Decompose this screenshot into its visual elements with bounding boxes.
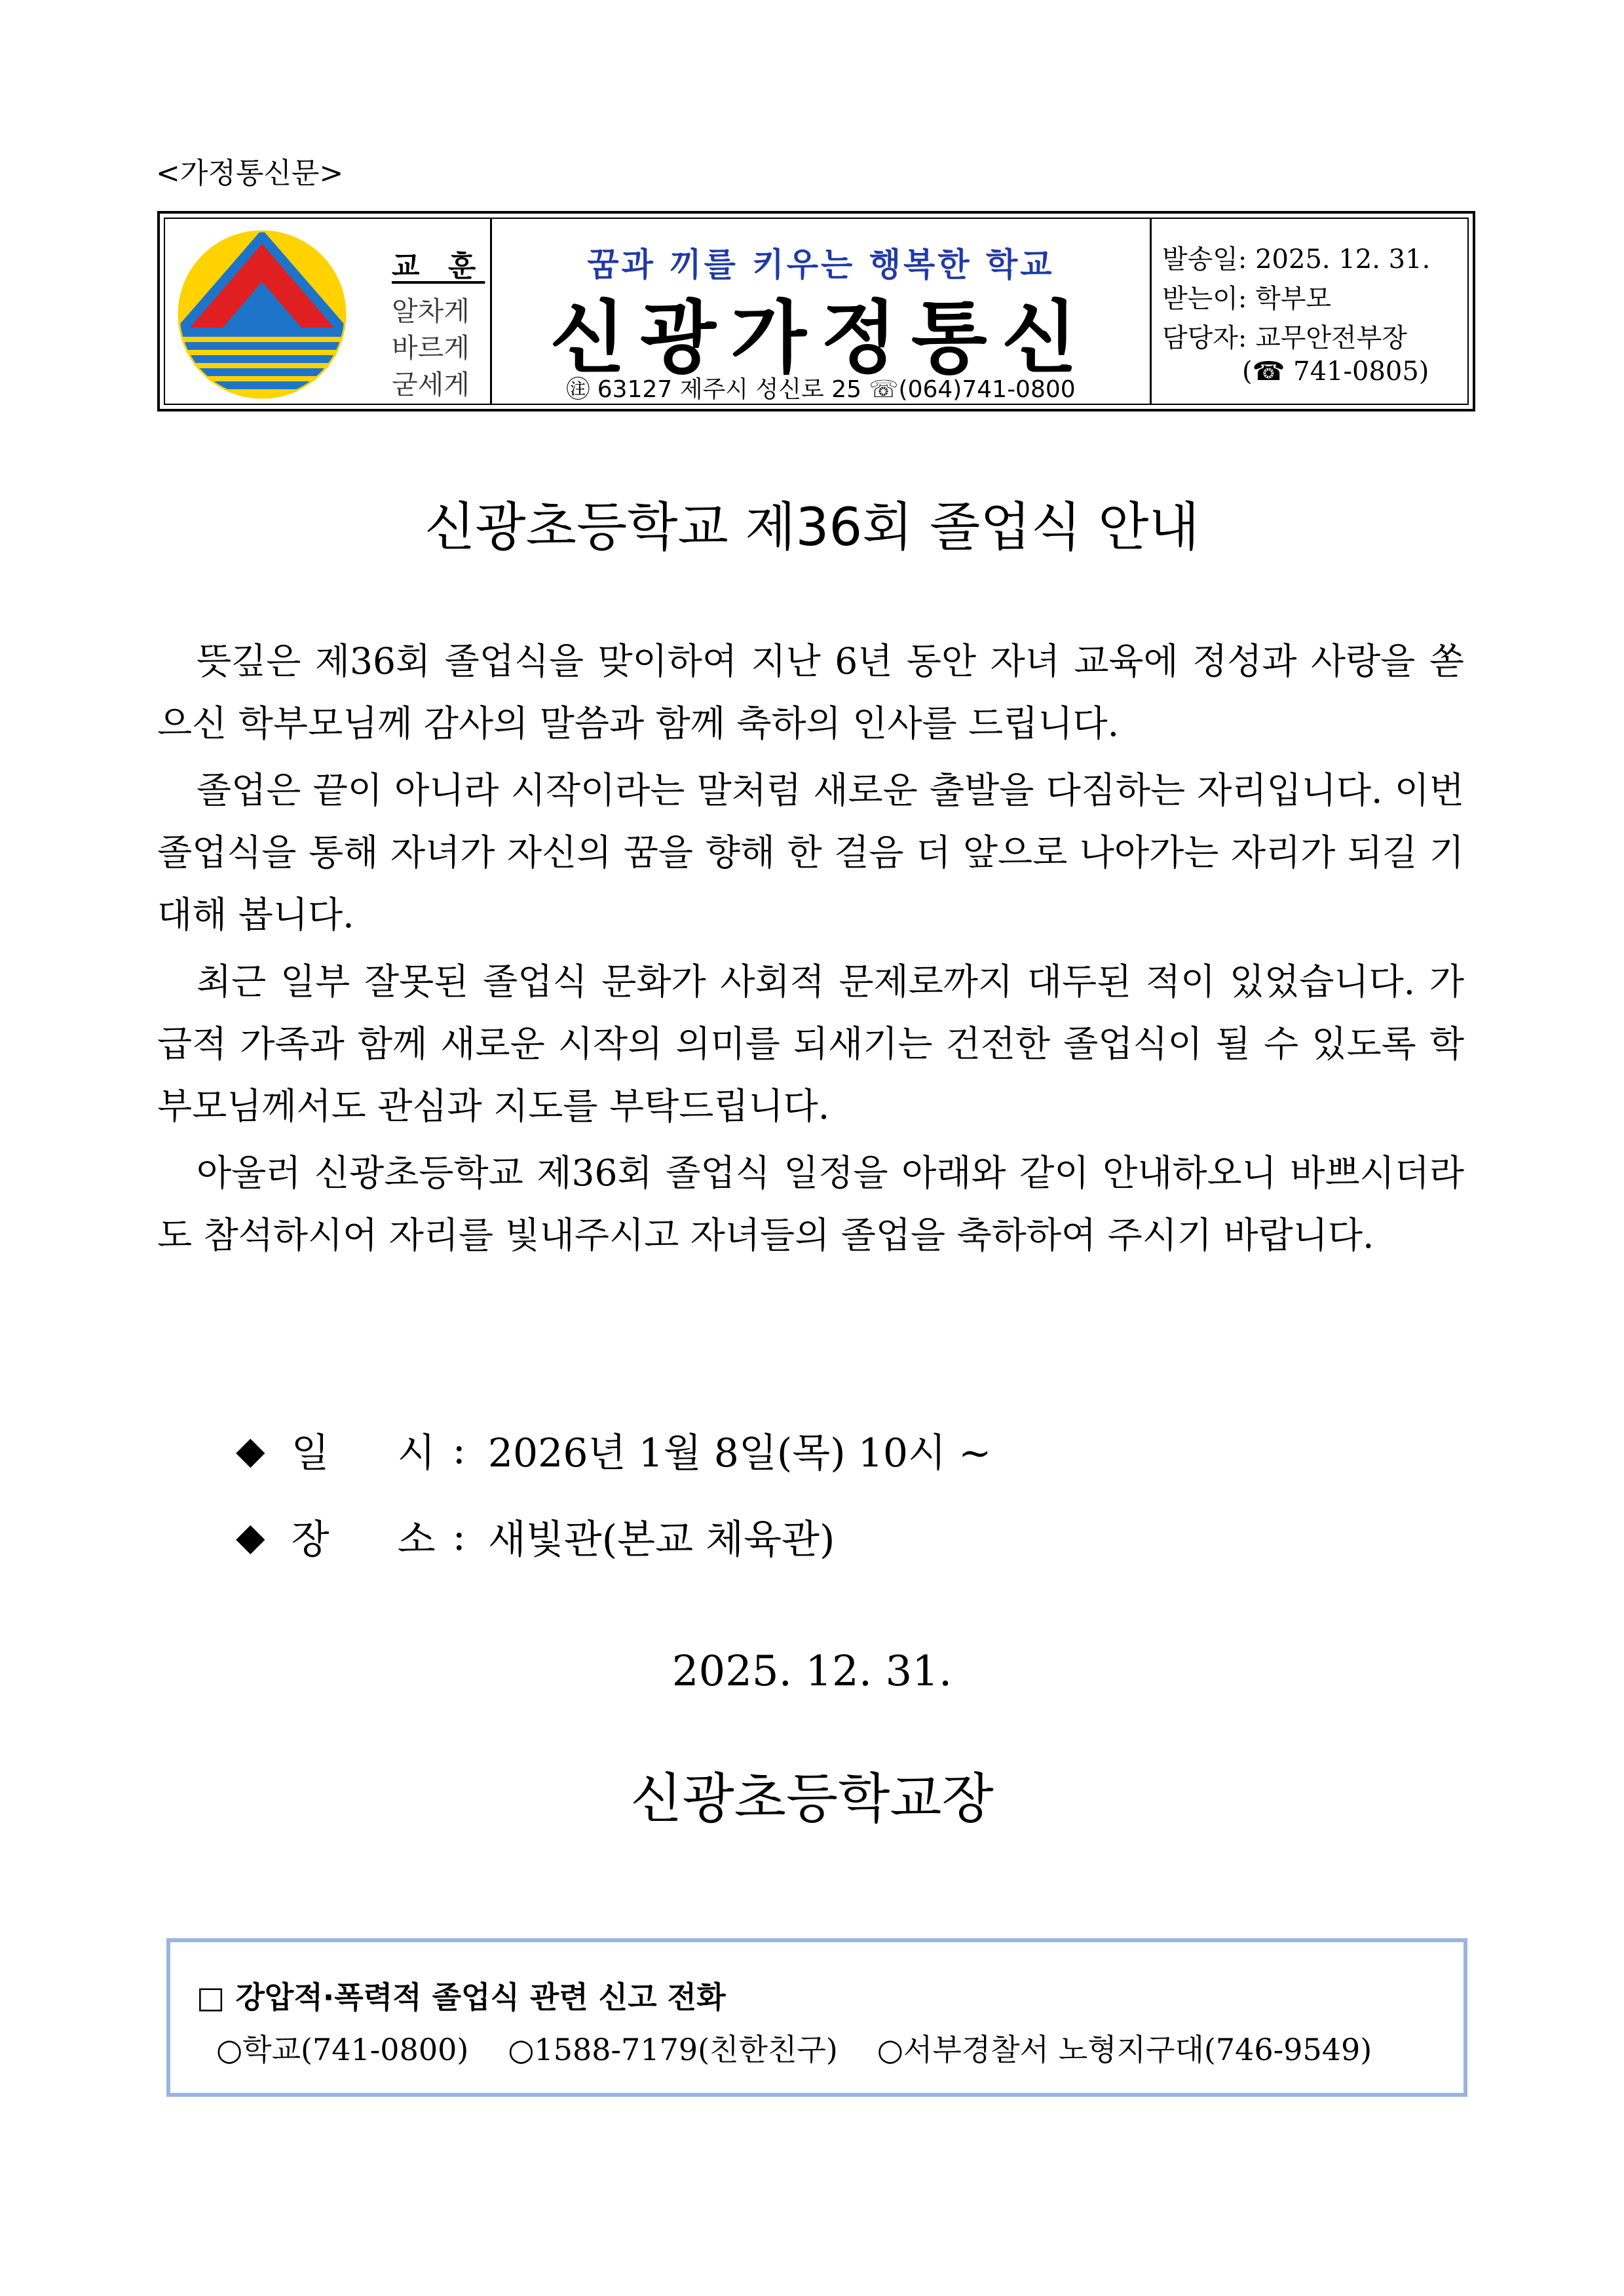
report-contacts [216, 2026, 1372, 2069]
person-in-charge: 담당자: 교무안전부장 [1162, 323, 1407, 353]
schedule-place-row [236, 1508, 835, 1565]
paragraph: 아울러 신광초등학교 제36회 졸업식 일정을 아래와 같이 안내하오니 바쁘시더라도 참석하시어 자리를 빛내주시고 자녀들의 졸업을 축하하여 주시기 바랍니다. [157, 1152, 1464, 1256]
dispatch-info-cell [1152, 219, 1467, 404]
label-char: 시 [397, 1430, 436, 1476]
diamond-bullet-icon: ◆ [236, 1428, 265, 1472]
schedule-time-row [236, 1422, 991, 1478]
schedule-value: 새빛관(본교 체육관) [487, 1517, 835, 1563]
label-char: 장 [291, 1517, 330, 1563]
contact-phone: (☎ 741-0805) [1242, 356, 1429, 387]
schedule-value: 2026년 1월 8일(목) 10시 ~ [487, 1430, 992, 1476]
motto-line: 알차게 [392, 296, 470, 327]
issue-date: 2025. 12. 31. [671, 1647, 953, 1696]
school-address: ㊟ 63127 제주시 성신로 25 ☏(064)741-0800 [566, 376, 1076, 403]
school-logo-icon [177, 229, 347, 400]
newsletter-title-cell [492, 219, 1152, 404]
school-motto-cell [165, 219, 492, 404]
diamond-bullet-icon: ◆ [236, 1514, 265, 1559]
report-contact-item: ○서부경찰서 노형지구대(746-9549) [877, 2032, 1372, 2067]
report-contact-item: ○1588-7179(친한친구) [508, 2032, 838, 2067]
document-type-label: <가정통신문> [156, 157, 344, 190]
label-separator: : [452, 1427, 466, 1473]
letter-body [157, 630, 1464, 1271]
paragraph: 최근 일부 잘못된 졸업식 문화가 사회적 문제로까지 대두된 적이 있었습니다. 가급적 가족과 함께 새로운 시작의 의미를 되새기는 건전한 졸업식이 될 수 있도록 학부모님께서도 관심과 지도를 부탁드립니다. [157, 961, 1464, 1127]
schedule-label [292, 1508, 436, 1565]
motto-heading: 교 훈 [392, 250, 485, 283]
newsletter-header [157, 211, 1475, 411]
school-slogan: 꿈과 끼를 키우는 행복한 학교 [587, 246, 1055, 284]
paragraph: 졸업은 끝이 아니라 시작이라는 말처럼 새로운 출발을 다짐하는 자리입니다. 이번 졸업식을 통해 자녀가 자신의 꿈을 향해 한 걸음 더 앞으로 나아가는 자리가 되길 기대해 봅니다. [157, 769, 1464, 936]
signer-name: 신광초등학교장 [630, 1768, 994, 1830]
report-hotline-box [166, 1938, 1467, 2097]
schedule-label [292, 1422, 436, 1478]
motto-line: 바르게 [392, 332, 470, 364]
label-char: 일 [291, 1430, 330, 1476]
newsletter-title: 신광가정통신 [550, 293, 1092, 384]
motto-line: 굳세게 [392, 369, 470, 400]
page-title: 신광초등학교 제36회 졸업식 안내 [425, 497, 1199, 558]
report-title: □ 강압적·폭력적 졸업식 관련 신고 전화 [197, 1980, 726, 2015]
paragraph: 뜻깊은 제36회 졸업식을 맞이하여 지난 6년 동안 자녀 교육에 정성과 사랑을 쏟으신 학부모님께 감사의 말씀과 함께 축하의 인사를 드립니다. [157, 640, 1464, 744]
recipient: 받는이: 학부모 [1162, 284, 1332, 314]
report-contact-item: ○학교(741-0800) [216, 2032, 469, 2067]
label-char: 소 [397, 1517, 436, 1563]
send-date: 발송일: 2025. 12. 31. [1162, 244, 1431, 275]
label-separator: : [452, 1514, 466, 1559]
